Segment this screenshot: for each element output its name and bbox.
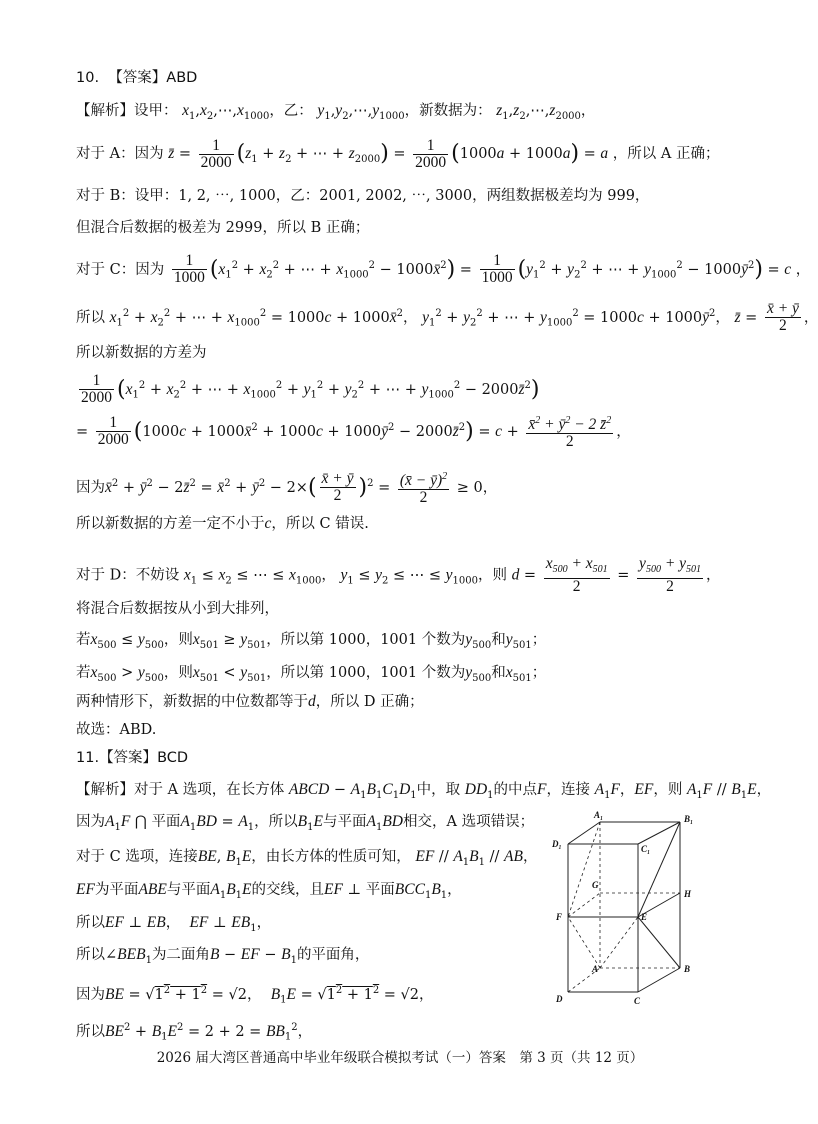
page-footer: 2026 届大湾区普通高中毕业年级联合模拟考试（一）答案 第 3 页（共 12 页）	[156, 1050, 644, 1066]
q11-l7: 所以$\angle BEB_1$为二面角B − EF − $B_1$的平面角，	[76, 946, 370, 966]
label-b1: B₁	[684, 814, 694, 824]
q11-header: 11.【答案】BCD	[76, 750, 189, 766]
q10-option-b-l1: 对于 B：设甲：1, 2, ⋯, 1000，乙：2001, 2002, ⋯, 3000，两组数据极差均为 999，	[76, 188, 650, 204]
q10-option-d: 对于 D：不妨设 $x_1 \le x_2$ ≤ ⋯ ≤ $x_{1000}$， $y_1 \le y_2$ ≤ ⋯ ≤ $y_{1000}$，则 d = $\frac{x_{500} + x_{501}}{2}$ = $\frac{y_{500} + y_{501}}{2}$ ，	[76, 555, 721, 596]
q10-case-1: 若$x_{500} \le y_{500}$，则$x_{501} \ge y_{501}$，所以第 1000，1001 个数为$y_{500}$和$y_{501}$；	[76, 631, 547, 651]
cuboid-figure	[548, 800, 708, 1010]
q11-l8: 因为BE = $√1^2 + 1^2 = √2$， $B_1E = √1^2 + 1^2 = √2$，	[76, 985, 434, 1006]
q10-option-c-so: 所以 $x_1^2 + x_2^2$ + ⋯ + $x_{1000}^2 = 1000c$ + 1000x̄$^2$， $y_1^2 + y_2^2$ + ⋯ + $y_{1000}^2 = 1000c$ + $1000ȳ^2$， z̄ = $\frac{x̄ + ȳ}{2}$ ，	[76, 300, 818, 335]
label-d1: D₁	[552, 839, 562, 849]
label-e: E	[641, 912, 648, 922]
label-h: H	[684, 889, 692, 899]
q11-l1: 【解析】对于 A 选项，在长方体 ABCD − $A_1B_1C_1D_1$中，取 $DD_1$的中点F，连接 $A_1F$，EF，则 $A_1F // B_1E$，	[76, 781, 772, 801]
q11-l2: 因为$A_1F$ ⋂ 平面$A_1BD = A_1$，所以$B_1E$与平面$A_1BD$相交，A 选项错误；	[76, 813, 535, 833]
q10-option-b-l2: 但混合后数据的极差为 2999，所以 B 正确；	[76, 220, 370, 236]
q11-l4: EF为平面ABE与平面$A_1B_1E$的交线，且EF ⊥ 平面$BCC_1B_1$，	[76, 881, 462, 901]
q11-l9: 所以$BE^2 + B_1E^2 = 2 + 2 = BB_1^2$，	[76, 1022, 313, 1043]
q10-header: 10. 【答案】ABD	[76, 70, 198, 86]
q10-variance-formula-2: = $\frac{1}{2000}$ (1000c + 1000x̄$^2$ + $1000c + 1000ȳ^2$ − 2000z̄$^2$) = c + $\frac{x̄^2 + ȳ^2 - 2 z̄^2}{2}$ ，	[76, 414, 631, 451]
label-d: D	[556, 994, 563, 1004]
q10-variance-formula-1: $\frac{1}{2000}$ ($x_1^2 + x_2^2$ + ⋯ + $x_{1000}^2 + y_1^2 + y_2^2$ + ⋯ + $y_{1000}^2$ − 2000z̄$^2$)	[81, 372, 540, 407]
q11-l3: 对于 C 选项，连接BE, $B_1E$，由长方体的性质可知， EF // $A_1B_1$ // AB，	[76, 848, 538, 868]
label-a1: A₁	[594, 810, 604, 820]
label-a: A	[592, 964, 599, 974]
label-f: F	[556, 912, 563, 922]
q10-both-cases: 两种情形下，新数据的中位数都等于d，所以 D 正确；	[76, 693, 424, 710]
label-b: B	[684, 964, 691, 974]
q10-option-c-conclusion: 所以新数据的方差一定不小于c，所以 C 错误.	[76, 515, 369, 532]
q10-because-ineq: 因为x̄$^2$ + $ȳ^2$ − 2z̄$^2$ = x̄$^2$ + $ȳ^2 - 2\times$( $\frac{x̄ + ȳ}{2}$ )$^2$ = $\frac{(x̄ - ȳ)^2}{2}$ ≥ 0，	[76, 470, 498, 507]
q11-l5: 所以EF ⊥ EB， EF ⊥ $EB_1$，	[76, 914, 272, 934]
q10-choose: 故选：ABD.	[76, 722, 157, 738]
q10-sort-line: 将混合后数据按从小到大排列，	[76, 601, 279, 617]
q10-analysis-l1: 【解析】设甲： $x_1,x_2,\cdots,x_{1000}$，乙： $y_1,y_2,\cdots,y_{1000}$，新数据为： $z_1,z_2,\cdots,z_{2000}$，	[76, 102, 596, 122]
label-c: C	[634, 996, 641, 1006]
q10-option-a: 对于 A：因为 z̄ = $\frac{1}{2000}$ ($z_1 + z_2$ + ⋯ + $z_{2000}$) = $\frac{1}{2000}$ (1000a + 1000a) = a ，所以 A 正确；	[76, 136, 720, 171]
label-c1: C₁	[641, 844, 651, 854]
q10-case-2: 若$x_{500} > y_{500}$，则$x_{501} < y_{501}$，所以第 1000，1001 个数为$y_{500}$和$x_{501}$；	[76, 664, 547, 684]
q10-new-variance-label: 所以新数据的方差为	[76, 345, 207, 361]
q10-option-c: 对于 C：因为 $\frac{1}{1000}$ ($x_1^2 + x_2^2$ + ⋯ + $x_{1000}^2$ − 1000x̄$^2$) = $\frac{1}{1000}$ ($y_1^2 + y_2^2$ + ⋯ + $y_{1000}^2$ − $1000ȳ^2) = c$ ，	[76, 252, 811, 287]
label-g: G	[592, 880, 599, 890]
